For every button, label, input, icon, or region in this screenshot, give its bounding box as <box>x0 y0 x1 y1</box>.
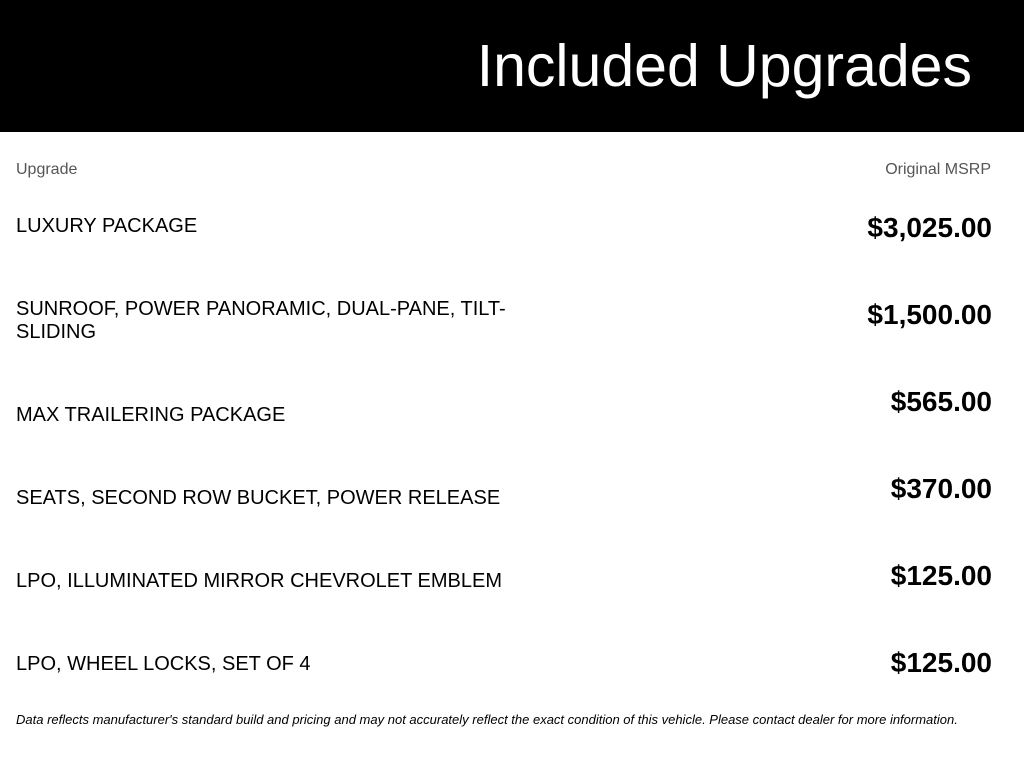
page-title: Included Upgrades <box>476 33 972 99</box>
column-header-upgrade: Upgrade <box>16 161 78 178</box>
upgrade-price: $1,500.00 <box>867 299 992 330</box>
upgrade-price: $565.00 <box>890 386 992 417</box>
upgrade-name: SEATS, SECOND ROW BUCKET, POWER RELEASE <box>16 487 501 509</box>
upgrade-price: $370.00 <box>890 473 992 504</box>
page-header <box>0 0 1024 132</box>
upgrade-name: LPO, WHEEL LOCKS, SET OF 4 <box>16 653 311 675</box>
column-header-msrp: Original MSRP <box>885 161 991 178</box>
upgrade-name: LUXURY PACKAGE <box>16 215 198 237</box>
upgrade-price: $125.00 <box>890 647 992 678</box>
upgrade-name: LPO, ILLUMINATED MIRROR CHEVROLET EMBLEM <box>16 570 503 592</box>
upgrade-price: $3,025.00 <box>867 212 992 243</box>
upgrade-price: $125.00 <box>890 560 992 591</box>
upgrade-name: MAX TRAILERING PACKAGE <box>16 404 286 426</box>
upgrade-name: SUNROOF, POWER PANORAMIC, DUAL-PANE, TILT-SLIDING <box>16 298 506 343</box>
disclaimer-text: Data reflects manufacturer's standard build and pricing and may not accurately reflect the exact condition of this vehicle. Please contact dealer for more information. <box>16 712 958 727</box>
